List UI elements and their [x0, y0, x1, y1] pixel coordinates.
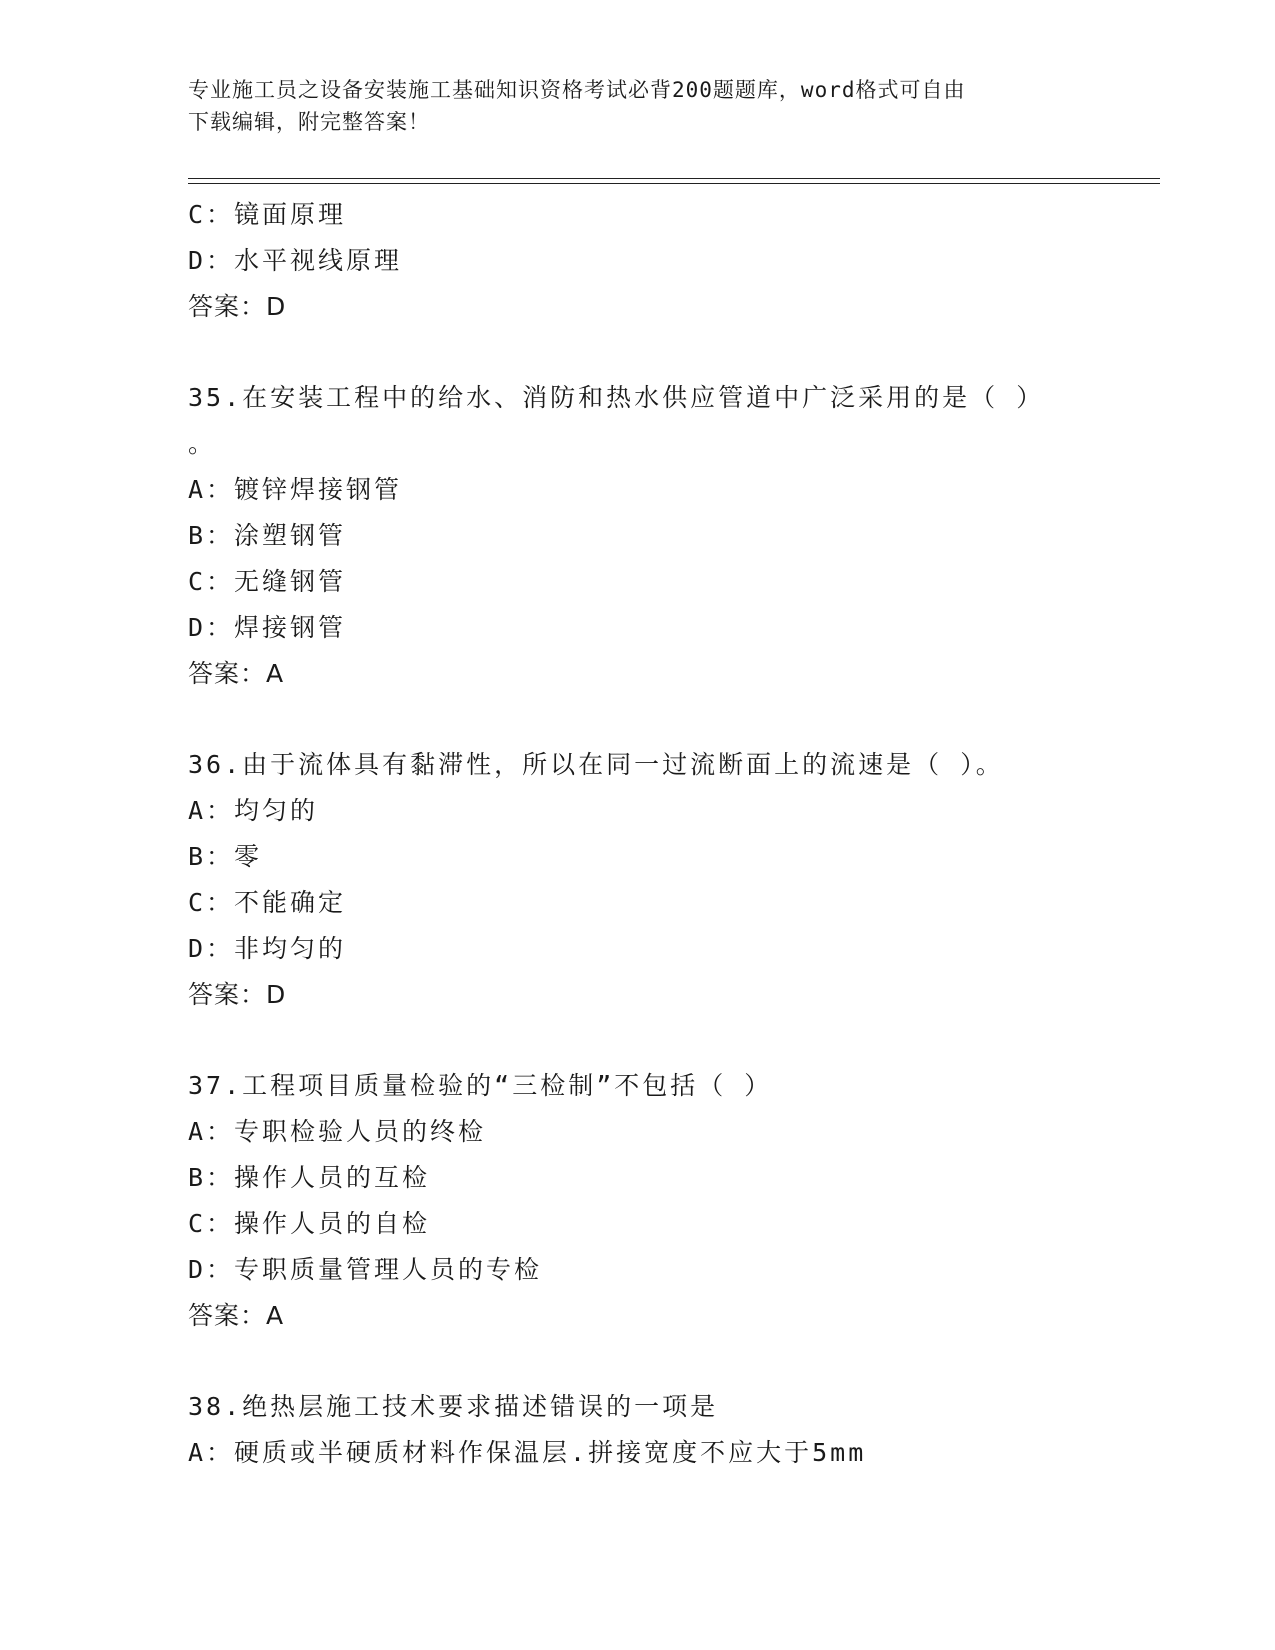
- header-line-1: 专业施工员之设备安装施工基础知识资格考试必背200题题库，word格式可自由: [188, 78, 966, 102]
- option-c: C：不能确定: [188, 888, 347, 917]
- option-b: B：操作人员的互检: [188, 1163, 431, 1192]
- question-stem: 38.绝热层施工技术要求描述错误的一项是: [188, 1392, 719, 1421]
- question-37: [188, 1063, 1148, 1339]
- header-line-2: 下载编辑，附完整答案！: [188, 110, 430, 134]
- option-d: D：水平视线原理: [188, 246, 403, 275]
- option-d: D：专职质量管理人员的专检: [188, 1255, 543, 1284]
- question-stem: 35.在安装工程中的给水、消防和热水供应管道中广泛采用的是（ ）: [188, 383, 1045, 412]
- option-b: B：零: [188, 842, 263, 871]
- spacer: [188, 697, 1148, 742]
- question-38: [188, 1384, 1148, 1476]
- spacer: [188, 330, 1148, 375]
- option-c: C：镜面原理: [188, 200, 347, 229]
- option-c: C：操作人员的自检: [188, 1209, 431, 1238]
- answer-line: 答案：D: [188, 292, 287, 321]
- question-34-continued: [188, 192, 1148, 330]
- question-stem-continued: 。: [188, 429, 217, 458]
- option-a: A：硬质或半硬质材料作保温层.拼接宽度不应大于5mm: [188, 1438, 867, 1467]
- header-divider: [188, 178, 1160, 184]
- document-header: [188, 74, 1078, 138]
- spacer: [188, 1018, 1148, 1063]
- question-35: [188, 375, 1148, 697]
- question-list: [188, 192, 1148, 1476]
- answer-line: 答案：A: [188, 1301, 285, 1330]
- question-stem: 37.工程项目质量检验的“三检制”不包括（ ）: [188, 1071, 773, 1100]
- question-stem: 36.由于流体具有黏滞性，所以在同一过流断面上的流速是（ ）。: [188, 750, 1004, 779]
- option-b: B：涂塑钢管: [188, 521, 347, 550]
- answer-line: 答案：D: [188, 980, 287, 1009]
- spacer: [188, 1339, 1148, 1384]
- option-a: A：镀锌焊接钢管: [188, 475, 403, 504]
- option-a: A：均匀的: [188, 796, 319, 825]
- option-a: A：专职检验人员的终检: [188, 1117, 487, 1146]
- option-d: D：非均匀的: [188, 934, 347, 963]
- option-c: C：无缝钢管: [188, 567, 347, 596]
- answer-line: 答案：A: [188, 659, 285, 688]
- question-36: [188, 742, 1148, 1018]
- option-d: D：焊接钢管: [188, 613, 347, 642]
